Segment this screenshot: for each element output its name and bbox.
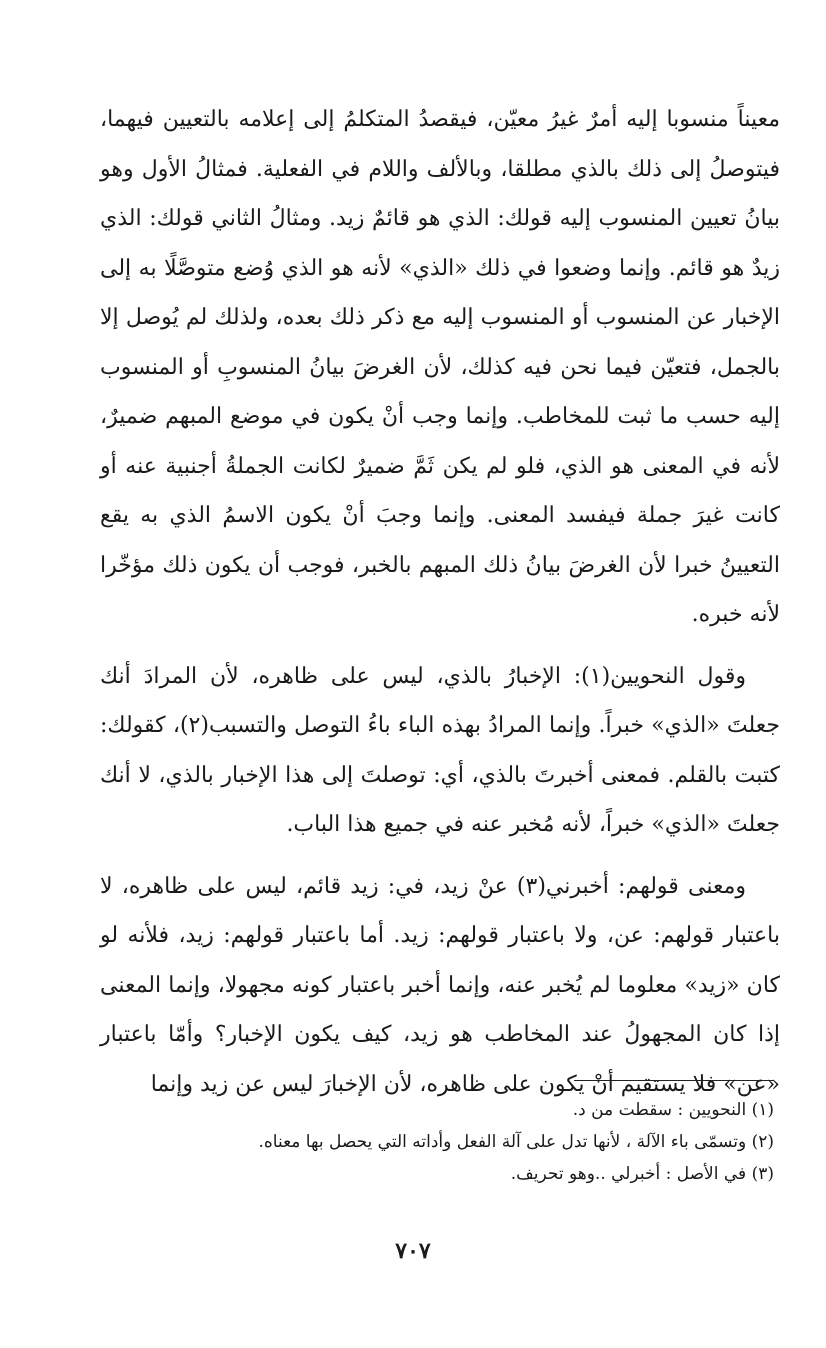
- paragraph-2: وقول النحويين(١): الإخبارُ بالذي، ليس على ظاهره، لأن المرادَ أنك جعلتَ «الذي» خبراً. وإنما المرادُ بهذه الباء باءُ التوصل والتسبب(٢)، كقولك: كتبت بالقلم. فمعنى أخبرتَ بالذي، أي: توصلتَ إلى هذا الإخبار بالذي، لا أنك جعلتَ «الذي» خبراً، لأنه مُخبر عنه في جميع هذا الباب.: [100, 663, 780, 837]
- main-text: [100, 95, 780, 1109]
- paragraph-1: معيناً منسوبا إليه أمرٌ غيرُ معيّن، فيقصدُ المتكلمُ إلى إعلامه بالتعيين فيهما، فيتوصلُ إلى ذلك بالذي مطلقا، وبالألف واللام في الفعلية. فمثالُ الأول وهو بيانُ تعيين المنسوب إليه قولك: الذي هو قائمٌ زيد. ومثالُ الثاني قولك: الذي زيدٌ هو قائم. وإنما وضعوا في ذلك «الذي» لأنه هو الذي وُضع متوصَّلًا به إلى الإخبار عن المنسوب أو المنسوب إليه مع ذكر ذلك بعده، ولذلك لم يُوصل إلا بالجمل، فتعيّن فيما نحن فيه كذلك، لأن الغرضَ بيانُ المنسوبِ أو المنسوب إليه حسب ما ثبت للمخاطب. وإنما وجب أنْ يكون في موضع المبهم ضميرٌ، لأنه في المعنى هو الذي، فلو لم يكن ثَمَّ ضميرٌ لكانت الجملةُ أجنبية عنه أو كانت غيرَ جملة فيفسد المعنى. وإنما وجبَ أنْ يكون الاسمُ الذي به يقع التعيينُ خبرا لأن الغرضَ بيانُ ذلك المبهم بالخبر، فوجب أن يكون ذلك مؤخّرا لأنه خبره.: [100, 107, 780, 627]
- footnote-1: (١) النحويين : سقطت من د.: [572, 1100, 774, 1120]
- footnote-2: (٢) وتسمّى باء الآلة ، لأنها تدل على آلة الفعل وأداته التي يحصل بها معناه.: [258, 1132, 774, 1152]
- paragraph-3: ومعنى قولهم: أخبرني(٣) عنْ زيد، في: زيد قائم، ليس على ظاهره، لا باعتبار قولهم: عن، ولا باعتبار قولهم: زيد. أما باعتبار قولهم: زيد، فلأنه لو كان «زيد» معلوما لم يُخبر عنه، وإنما أخبر باعتبار كونه مجهولا، وإنما المعنى إذا كان المجهولُ عند المخاطب هو زيد، كيف يكون الإخبار؟ وأمّا باعتبار «عن» فلا يستقيم أنْ يكون على ظاهره، لأن الإخبارَ ليس عن زيد وإنما: [100, 873, 780, 1097]
- page-number: ٧٠٧: [395, 1238, 431, 1264]
- footnotes: [54, 1094, 774, 1190]
- footnote-divider: [574, 1080, 774, 1081]
- footnote-3: (٣) في الأصل : أخبرلي ..وهو تحريف.: [510, 1164, 774, 1184]
